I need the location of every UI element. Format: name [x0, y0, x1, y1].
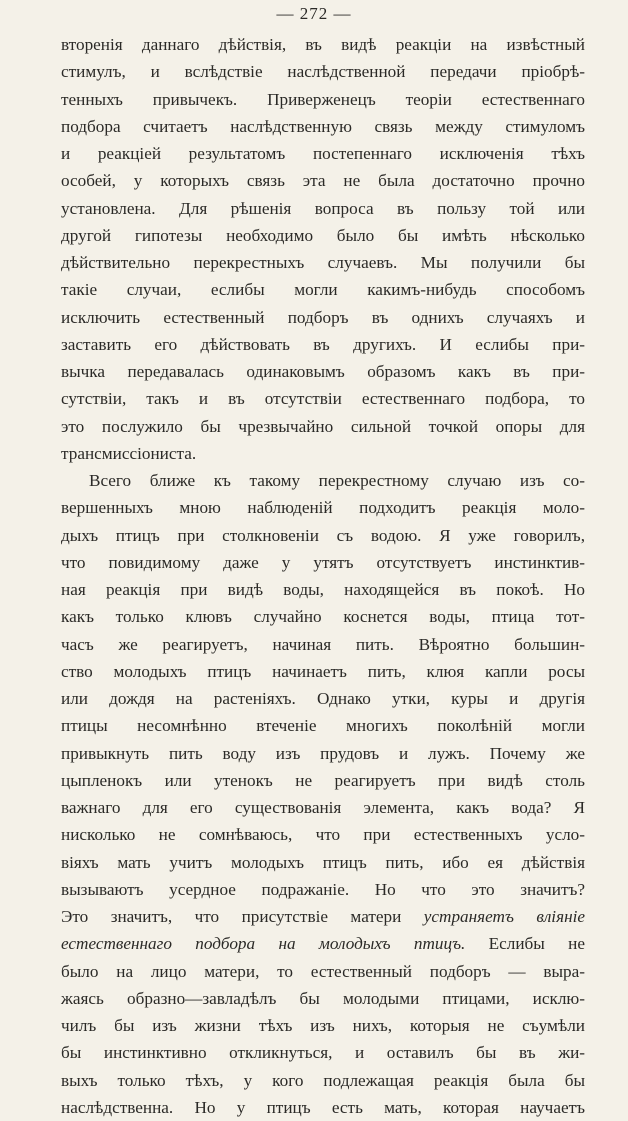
- text-line: установлена. Для рѣшенія вопроса въ пользу той или: [61, 198, 585, 218]
- text-line: часъ же реагируетъ, начиная пить. Вѣроятно большин-: [61, 634, 585, 654]
- text-line: и реакціей результатомъ постепеннаго исключенія тѣхъ: [61, 144, 585, 163]
- text-line: [61, 930, 585, 957]
- text-line: такіе случаи, еслибы могли какимъ-нибудь способомъ: [61, 280, 585, 300]
- text-line: цыпленокъ или утенокъ не реагируетъ при видѣ столь: [61, 770, 585, 790]
- text-line: важнаго для его существованія элемента, какъ вода? Я: [61, 798, 585, 817]
- text-line: нисколько не сомнѣваюсь, что при естественныхъ усло-: [61, 825, 585, 845]
- text-line: заставить его дѣйствовать въ другихъ. И еслибы при-: [61, 334, 585, 354]
- text-line: вторенія даннаго дѣйствія, въ видѣ реакціи на извѣстный: [61, 35, 585, 54]
- text-line: другой гипотезы необходимо было бы имѣть нѣсколько: [61, 225, 585, 245]
- text-line: вершенныхъ мною наблюденій подходитъ реакція моло-: [61, 498, 585, 518]
- text-line: трансмиссіониста.: [61, 443, 197, 463]
- text-line: птицы несомнѣнно втеченіе многихъ поколѣній могли: [61, 716, 585, 736]
- text-line: тенныхъ привычекъ. Приверженецъ теоріи естественнаго: [61, 89, 585, 109]
- text-line: или дождя на растеніяхъ. Однако утки, куры и другія: [61, 689, 585, 708]
- text-line: дѣйствительно перекрестныхъ случаевъ. Мы получили бы: [61, 253, 585, 272]
- italic-emphasis: устраняетъ вліяніе: [423, 907, 586, 926]
- text-line: вычка передавалась одинаковымъ образомъ какъ въ при-: [61, 362, 585, 381]
- text-line: особей, у которыхъ связь эта не была достаточно прочно: [61, 171, 585, 191]
- text-segment: Еслибы не: [465, 934, 586, 954]
- text-line: выхъ только тѣхъ, у кого подлежащая реакція была бы: [61, 1070, 585, 1090]
- italic-emphasis: естественнаго подбора на молодыхъ птицъ.: [61, 934, 466, 954]
- text-segment: Это значитъ, что присутствіе матери: [61, 907, 424, 926]
- body-text: [61, 31, 585, 1121]
- text-line: жаясь образно—завладѣлъ бы молодыми птицами, исклю-: [61, 988, 585, 1008]
- text-line: ство молодыхъ птицъ начинаетъ пить, клюя капли росы: [61, 661, 585, 681]
- text-line: [61, 903, 585, 930]
- text-line: чилъ бы изъ жизни тѣхъ изъ нихъ, которыя не съумѣли: [61, 1016, 585, 1035]
- text-line: стимулъ, и вслѣдствіе наслѣдственной передачи пріобрѣ-: [61, 62, 585, 82]
- text-line: это послужило бы чрезвычайно сильной точкой опоры для: [61, 416, 585, 436]
- page-number: — 272 —: [276, 4, 352, 23]
- text-line: было на лицо матери, то естественный подборъ — выра-: [61, 961, 585, 981]
- text-line: ная реакція при видѣ воды, находящейся въ покоѣ. Но: [61, 580, 585, 599]
- text-line: подбора считаетъ наслѣдственную связь между стимуломъ: [61, 116, 585, 136]
- text-line: бы инстинктивно откликнуться, и оставилъ бы въ жи-: [61, 1043, 585, 1063]
- text-line: наслѣдственна. Но у птицъ есть мать, которая научаетъ: [61, 1097, 585, 1117]
- text-line: дыхъ птицъ при столкновеніи съ водою. Я уже говорилъ,: [61, 525, 585, 545]
- text-line: что повидимому даже у утятъ отсутствуетъ инстинктив-: [61, 552, 585, 572]
- text-line: сутствіи, такъ и въ отсутствіи естественнаго подбора, то: [61, 389, 585, 409]
- text-line: привыкнуть пить воду изъ прудовъ и лужъ. Почему же: [61, 743, 585, 763]
- text-line: какъ только клювъ случайно коснется воды, птица тот-: [61, 607, 585, 627]
- text-line: віяхъ мать учитъ молодыхъ птицъ пить, ибо ея дѣйствія: [61, 852, 585, 872]
- text-line: исключить естественный подборъ въ однихъ случаяхъ и: [61, 307, 585, 327]
- text-line: вызываютъ усердное подражаніе. Но что это значитъ?: [61, 879, 585, 899]
- text-line: Всего ближе къ такому перекрестному случаю изъ со-: [89, 471, 585, 490]
